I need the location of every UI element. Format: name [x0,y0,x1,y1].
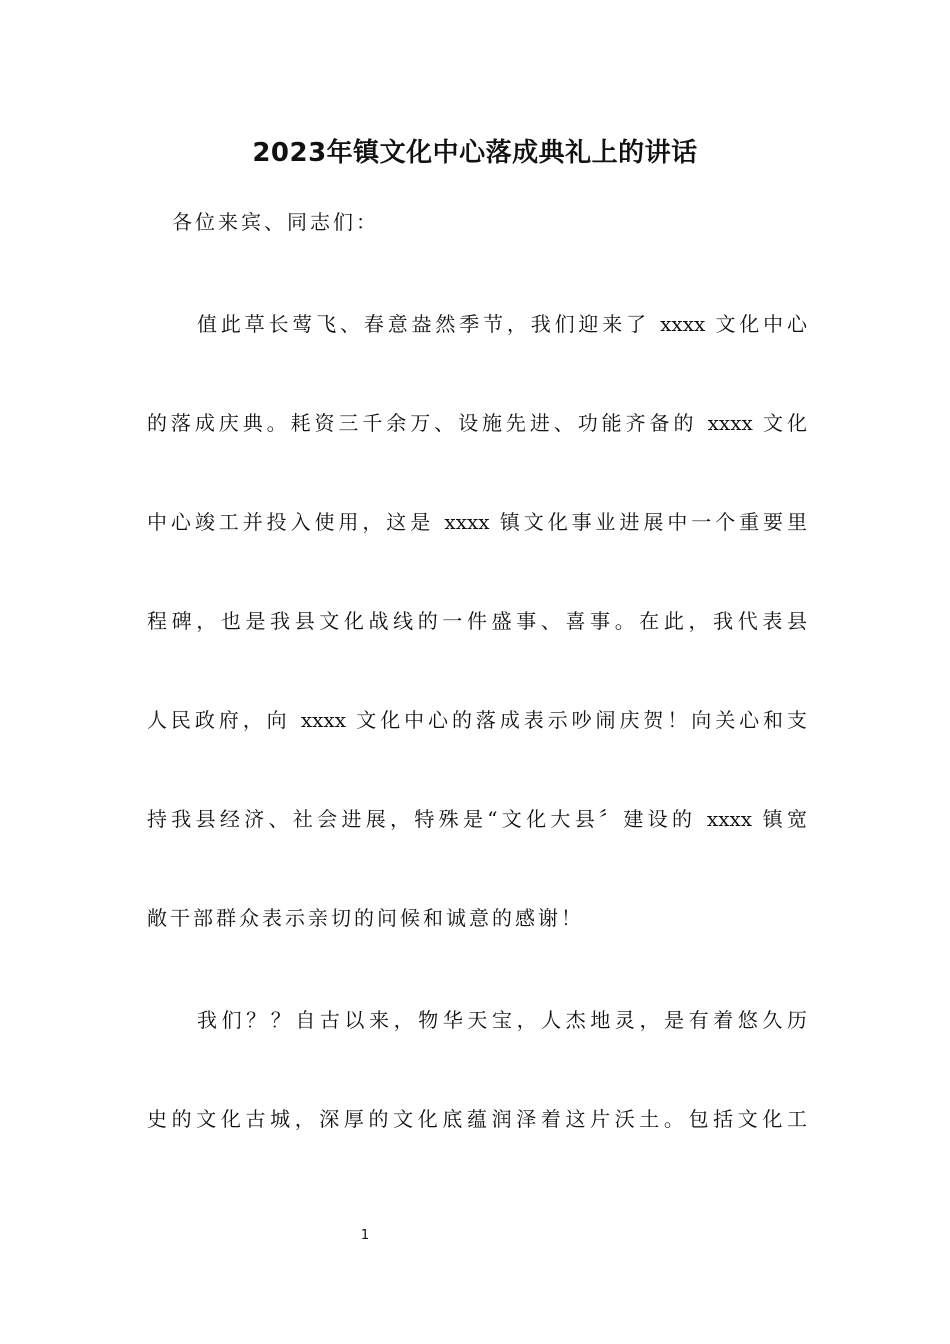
paragraph-line: 的落成庆典。耗资三千余万、设施先进、功能齐备的 xxxx 文化 [147,411,807,435]
paragraph-line: 敞干部群众表示亲切的问候和诚意的感谢！ [147,906,584,930]
paragraph-line: 程碑，也是我县文化战线的一件盛事、喜事。在此，我代表县 [147,609,807,633]
page-number: 1 [360,1228,370,1243]
salutation: 各位来宾、同志们： [172,210,379,234]
paragraph-line: 人民政府，向 xxxx 文化中心的落成表示吵闹庆贺！向关心和支 [147,708,807,732]
paragraph-line: 史的文化古城，深厚的文化底蕴润泽着这片沃土。包括文化工 [147,1107,807,1131]
paragraph-line: 值此草长莺飞、春意盎然季节，我们迎来了 xxxx 文化中心 [197,312,807,336]
paragraph-line: 我们？？自古以来，物华天宝，人杰地灵，是有着悠久历 [197,1008,807,1032]
paragraph-line: 持我县经济、社会进展，特殊是“文化大县〞建设的 xxxx 镇宽 [147,807,807,831]
paragraph-line: 中心竣工并投入使用，这是 xxxx 镇文化事业进展中一个重要里 [147,510,807,534]
document-title: 2023年镇文化中心落成典礼上的讲话 [252,138,698,168]
